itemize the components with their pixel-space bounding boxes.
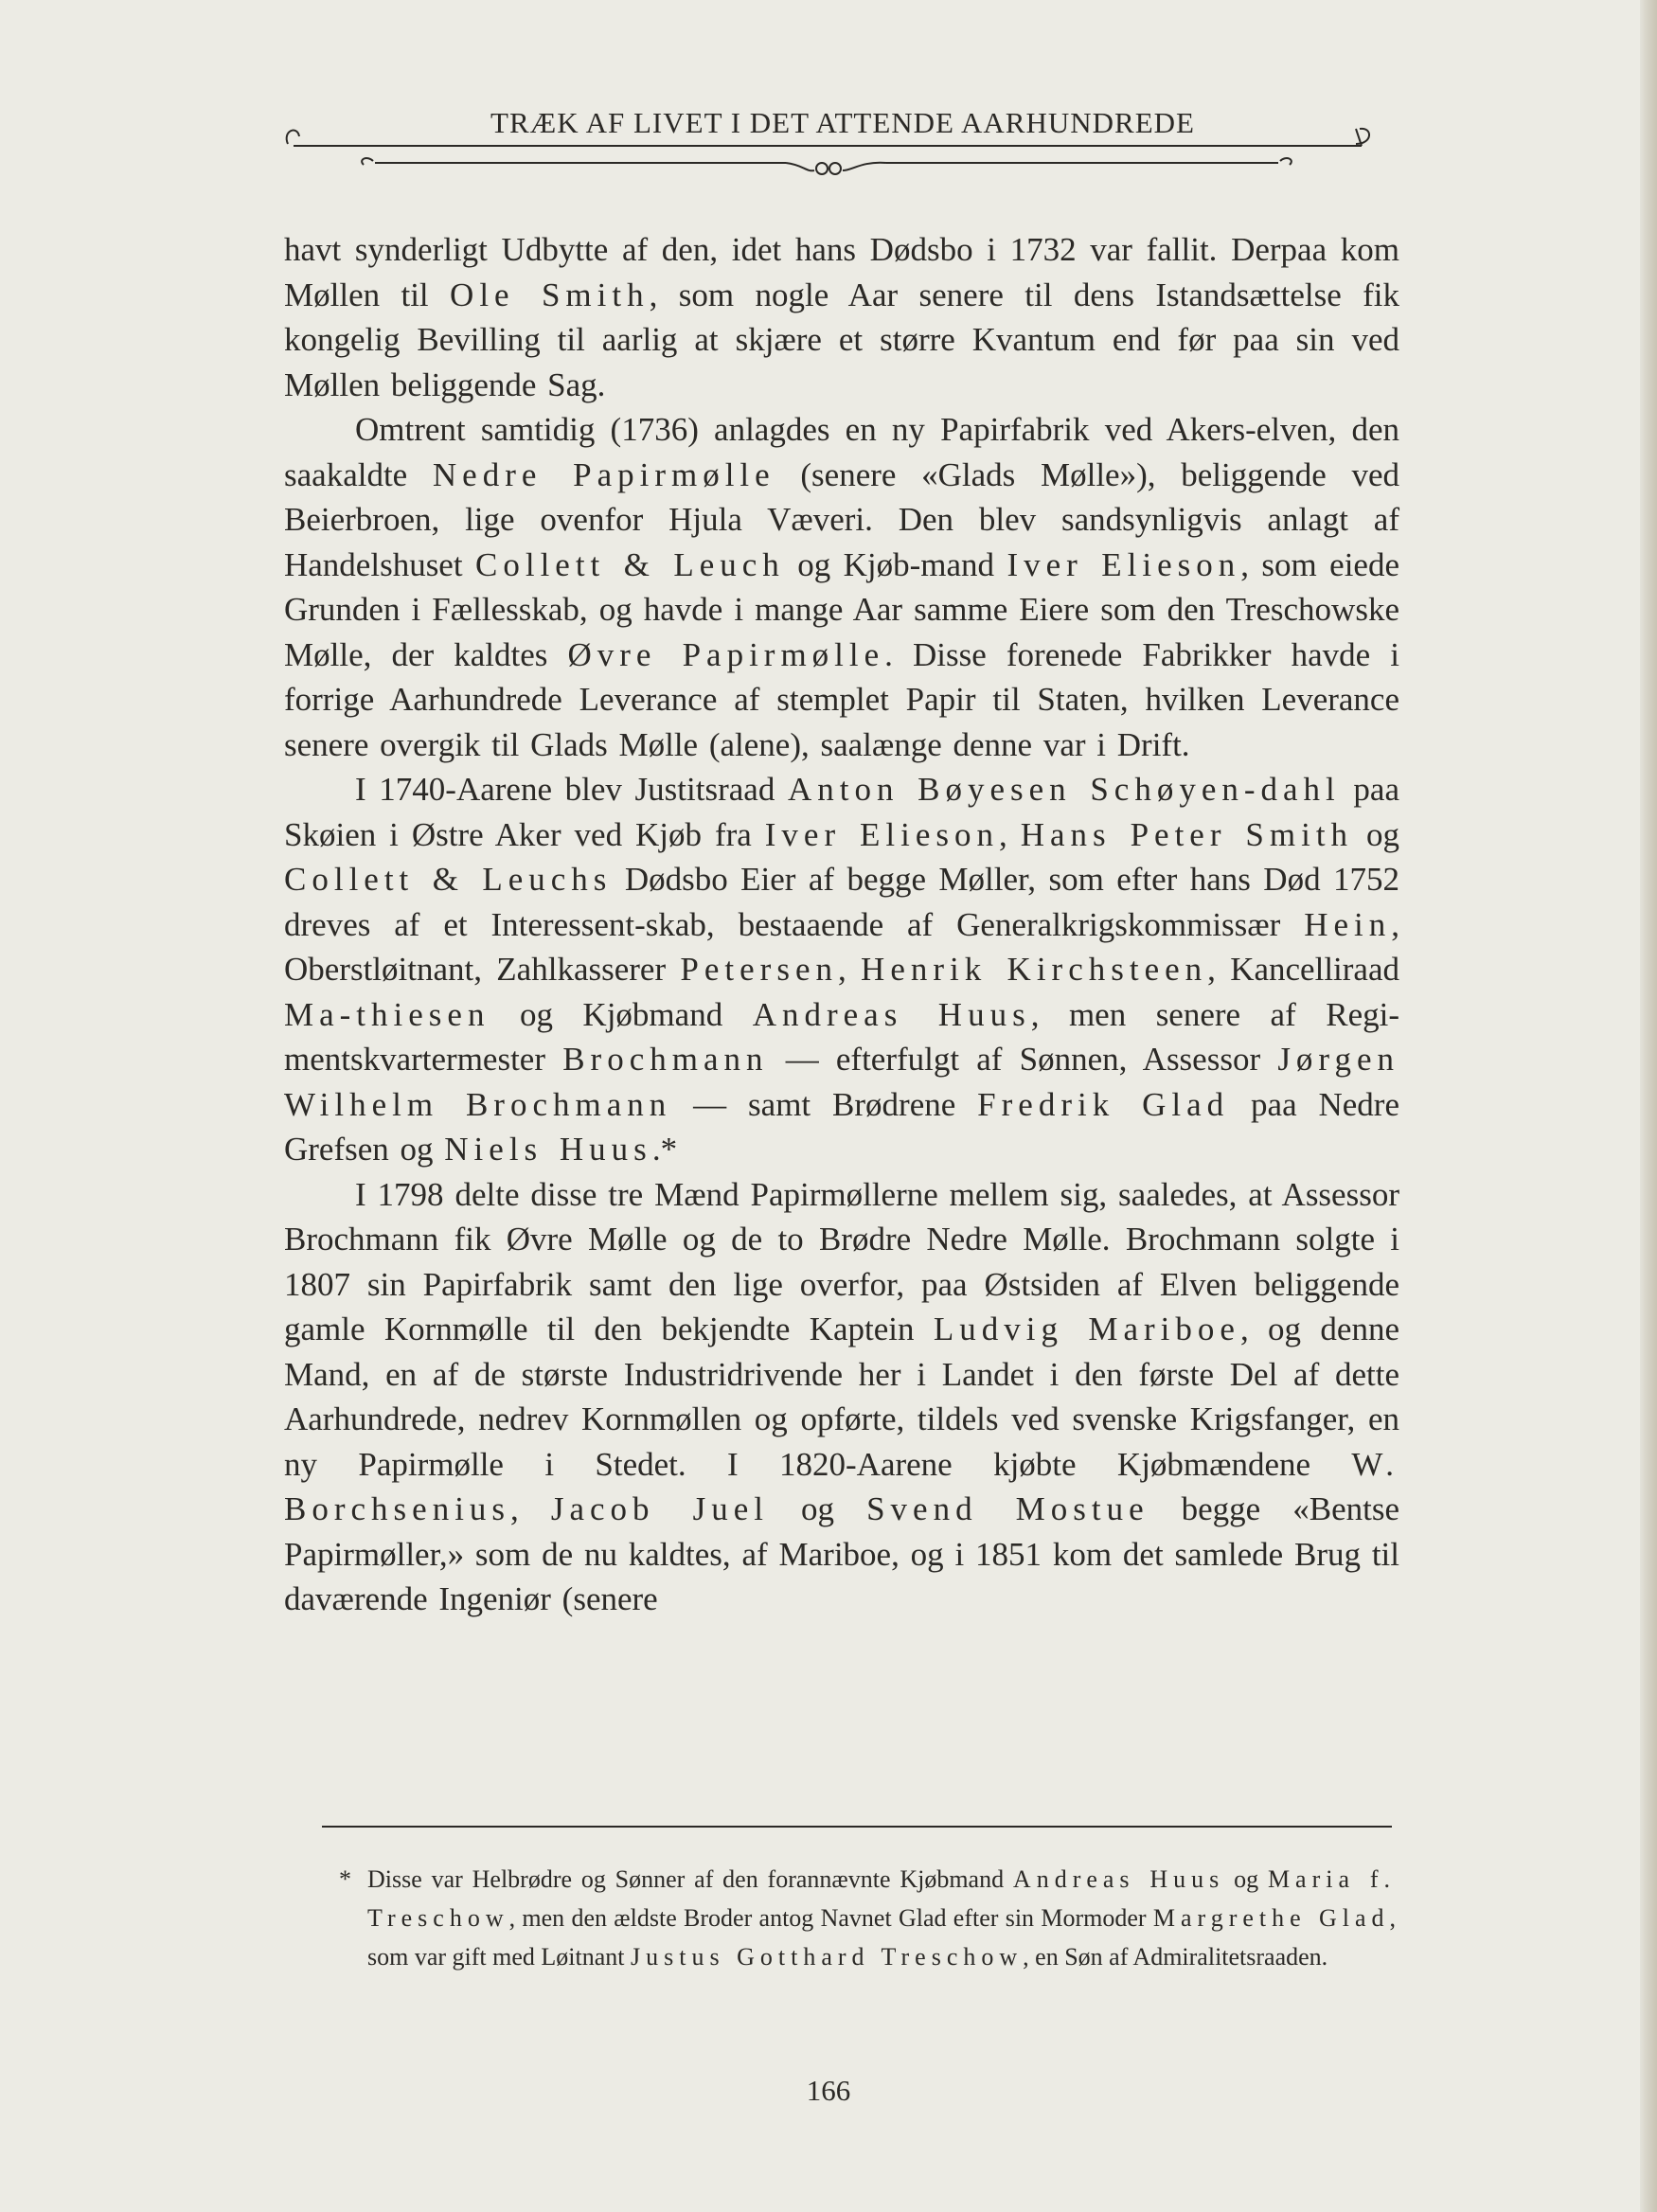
footnote-divider <box>322 1826 1392 1828</box>
body-text <box>284 227 1399 1622</box>
footnote-mark: * <box>339 1865 351 1893</box>
page-edge <box>1640 0 1657 2212</box>
paragraph-4: I 1798 delte disse tre Mænd Papirmøllerne mellem sig, saaledes, at Assessor Brochmann fik Øvre Mølle og de to Brødre Nedre Mølle. Brochmann solgte i 1807 sin Papirfabrik samt den lige overfor, paa Østsiden af Elven beliggende gamle Kornmølle til den bekjendte Kaptein Ludvig Mariboe, og denne Mand, en af de største Industridrivende her i Landet i den første Del af dette Aarhundrede, nedrev Kornmøllen og opførte, tildels ved svenske Krigsfanger, en ny Papirmølle i Stedet. I 1820-Aarene kjøbte Kjøbmændene W. Borchsenius, Jacob Juel og Svend Mostue begge «Bentse Papirmøller,» som de nu kaldtes, af Mariboe, og i 1851 kom det samlede Brug til daværende Ingeniør (senere <box>284 1175 1400 1617</box>
page-number: 166 <box>806 2074 851 2107</box>
paragraph-2: Omtrent samtidig (1736) anlagdes en ny Papirfabrik ved Akers-elven, den saakaldte Nedre Papirmølle (senere «Glads Mølle»), beliggende ved Beierbroen, lige ovenfor Hjula Væveri. Den blev sandsynligvis anlagt af Handelshuset Collett & Leuch og Kjøb-mand Iver Elieson, som eiede Grunden i Fællesskab, og havde i mange Aar samme Eiere som den Treschowske Mølle, der kaldtes Øvre Papirmølle. Disse forenede Fabrikker havde i forrige Aarhundrede Leverance af stemplet Papir til Staten, hvilken Leverance senere overgik til Glads Mølle (alene), saalænge denne var i Drift. <box>284 411 1399 763</box>
ornamental-header-rule <box>284 117 1373 184</box>
running-title: TRÆK AF LIVET I DET ATTENDE AARHUNDREDE <box>490 106 1195 139</box>
paragraph-3: I 1740-Aarene blev Justitsraad Anton Bøyesen Schøyen-dahl paa Skøien i Østre Aker ved Kjøb fra Iver Elieson, Hans Peter Smith og Collett & Leuchs Dødsbo Eier af begge Møller, som efter hans Død 1752 dreves af et Interessent-skab, bestaaende af Generalkrigskommissær Hein, Oberstløitnant, Zahlkasserer Petersen, Henrik Kirchsteen, Kancelliraad Ma-thiesen og Kjøbmand Andreas Huus, men senere af Regi-mentskvartermester Brochmann — efterfulgt af Sønnen, Assessor Jørgen Wilhelm Brochmann — samt Brødrene Fredrik Glad paa Nedre Grefsen og Niels Huus.* <box>284 771 1400 1168</box>
footnote: * Disse var Helbrødre og Sønner af den forannævnte Kjøbmand Andreas Huus og Maria f. Treschow, men den ældste Broder antog Navnet Glad efter sin Mormoder Margrethe Glad, som var gift med Løitnant Justus Gotthard Treschow, en Søn af Admiralitetsraaden. <box>367 1860 1396 1976</box>
paragraph-1: havt synderligt Udbytte af den, idet hans Dødsbo i 1732 var fallit. Derpaa kom Møllen til Ole Smith, som nogle Aar senere til dens Istandsættelse fik kongelig Bevilling til aarlig at skjære et større Kvantum end før paa sin ved Møllen beliggende Sag. <box>284 231 1399 403</box>
